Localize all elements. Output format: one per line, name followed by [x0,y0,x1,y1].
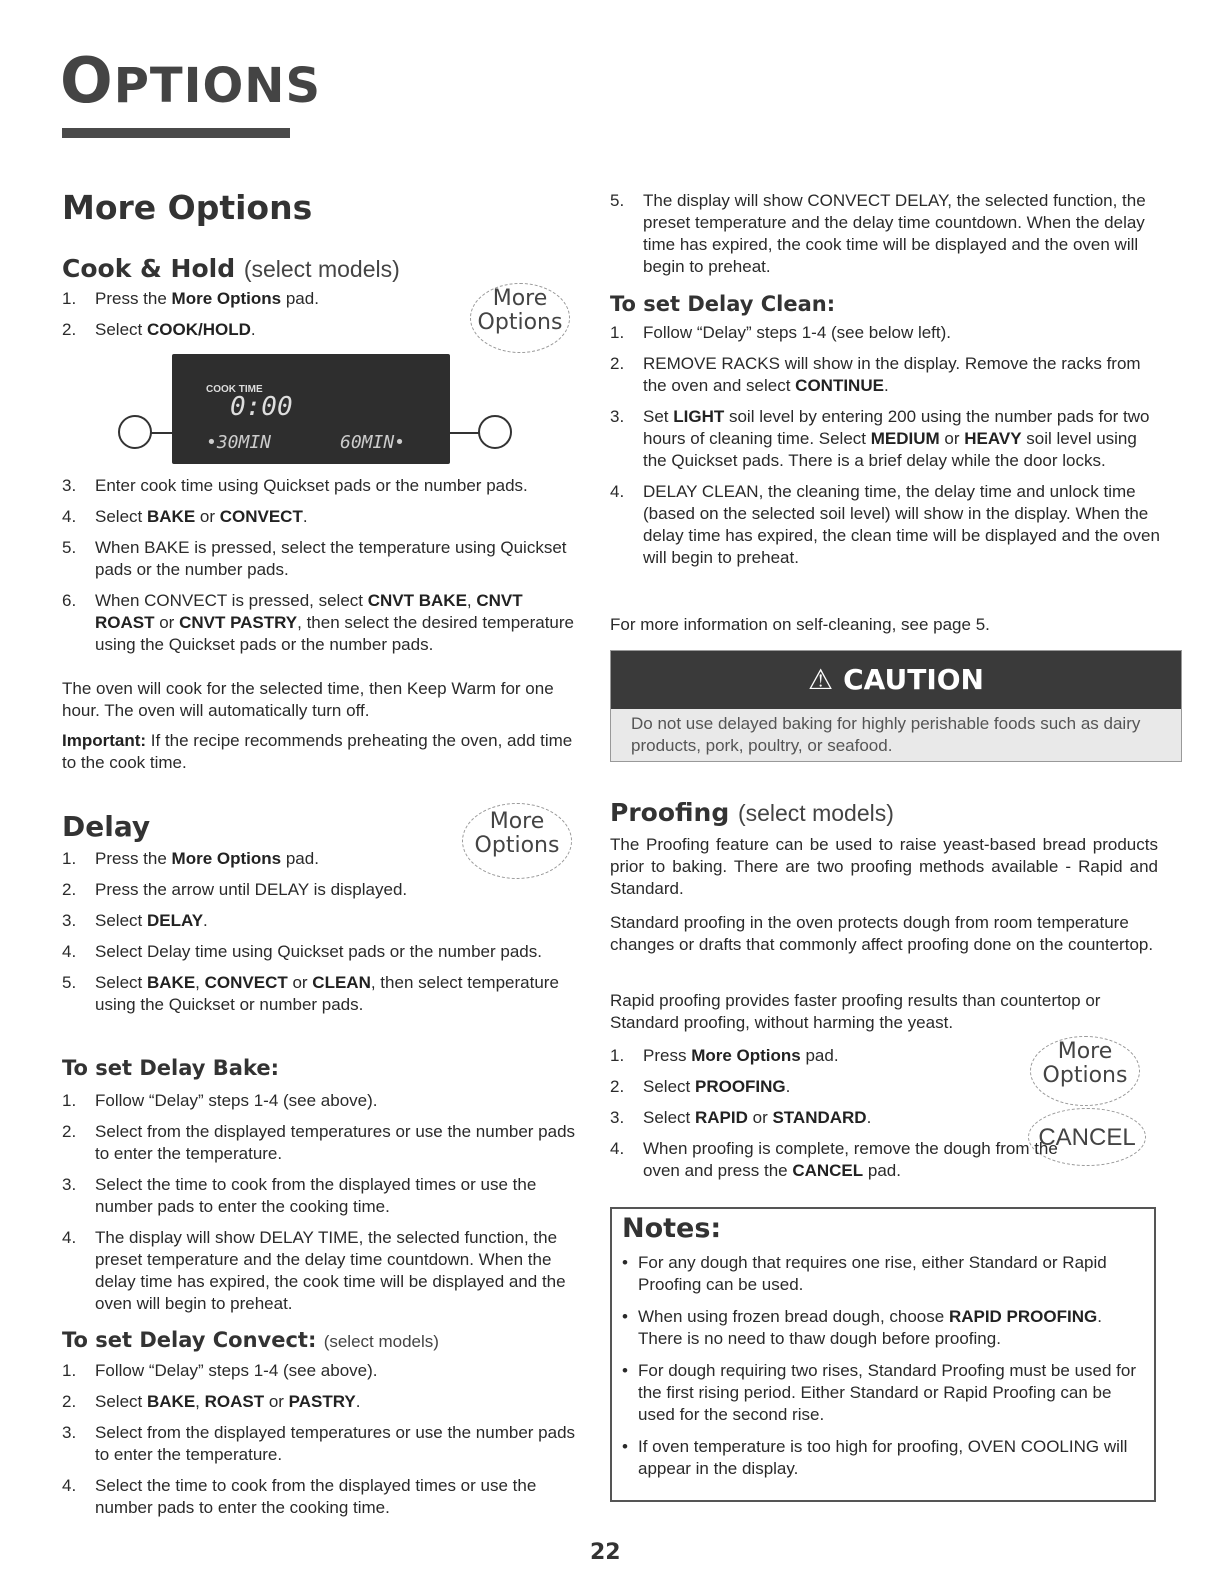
notes-list [622,1252,1146,1480]
notes-box [610,1207,1156,1502]
header-rule [62,128,290,138]
cook-hold-paragraph: The oven will cook for the selected time, then Keep Warm for one hour. The oven will automatically turn off. [62,679,554,720]
notes-title: Notes: [622,1213,722,1244]
delay-clean-heading: To set Delay Clean: [610,292,836,316]
list-item: 2. Press the arrow until DELAY is displayed. [62,880,408,899]
important-text: If the recipe recommends preheating the oven, add time to the cook time. [62,731,573,772]
list-item: 1. Follow “Delay” steps 1-4 (see above). [62,1091,378,1110]
pad-label-line1: More [492,286,548,311]
list-item: 2. Select BAKE, ROAST or PASTRY. [62,1392,361,1411]
list-item: 5. The display will show CONVECT DELAY, the selected function, the preset temperature and the delay time countdown. When the delay time has expired, the cook time will be displayed and the oven will begin to preheat. [610,191,1146,276]
list-item: • If oven temperature is too high for proofing, OVEN COOLING will appear in the display. [622,1437,1128,1478]
bullet-icon: • [622,1361,628,1380]
proofing-heading [610,798,894,827]
display-cook-time-label: COOK TIME [206,384,263,395]
list-item: 2. Select COOK/HOLD. [62,320,256,339]
list-item: 3. Select DELAY. [62,911,208,930]
warning-triangle-icon: ⚠ [808,663,834,696]
display-cook-time: 0:00 [230,392,293,422]
cook-hold-title: Cook & Hold [62,254,236,283]
caution-box [610,650,1182,762]
more-options-heading: More Options [62,188,313,227]
list-item: 2. REMOVE RACKS will show in the display. Remove the racks from the oven and select CONTINUE. [610,354,1141,395]
delay-convect-title: To set Delay Convect: [62,1328,317,1352]
important-label: Important: [62,731,147,750]
list-item: 5. When BAKE is pressed, select the temperature using Quickset pads or the number pads. [62,538,567,579]
list-item: 4. DELAY CLEAN, the cleaning time, the delay time and unlock time (based on the selected soil level) will show in the display. When the delay time has expired, the clean time will be displayed and the oven will begin to preheat. [610,482,1160,567]
list-item: 6. When CONVECT is pressed, select CNVT BAKE, CNVT ROAST or CNVT PASTRY, then select the desired temperature using the Quickset pads or the number pads. [62,591,575,654]
proofing-steps [610,1045,1070,1191]
cook-hold-steps-a [62,288,462,350]
list-item: 1. Press More Options pad. [610,1046,839,1065]
pad-label-line1: More [489,809,545,834]
cook-hold-subtitle: (select models) [243,256,400,282]
list-item: 2. Select PROOFING. [610,1077,791,1096]
delay-convect-heading [62,1328,439,1352]
list-item: 1. Press the More Options pad. [62,289,319,308]
list-item: 4. Select the time to cook from the displayed times or use the number pads to enter the cooking time. [62,1476,537,1517]
list-item: 1. Press the More Options pad. [62,849,319,868]
delay-convect-steps [62,1360,577,1528]
list-item: 3. Enter cook time using Quickset pads or the number pads. [62,476,528,495]
list-item: 4. The display will show DELAY TIME, the selected function, the preset temperature and the delay time countdown. When the delay time has expired, the cook time will be displayed and the oven will begin to preheat. [62,1228,566,1313]
list-item: 5. Select BAKE, CONVECT or CLEAN, then select temperature using the Quickset or number pads. [62,973,559,1014]
caution-text: Do not use delayed baking for highly perishable foods such as dairy products, pork, poultry, or seafood. [611,709,1181,761]
cancel-pad-icon: CANCEL [1028,1108,1146,1166]
delay-convect-step5 [610,190,1165,287]
delay-convect-subtitle: (select models) [323,1332,439,1351]
cook-hold-steps-b [62,475,582,665]
proofing-standard-description: Standard proofing in the oven protects dough from room temperature changes or drafts that commonly affect proofing done on the countertop. [610,913,1154,954]
right-knob-icon [478,415,512,449]
caution-label: CAUTION [843,663,984,696]
cook-hold-heading [62,254,400,283]
display-right-option: 60MIN• [340,432,406,453]
list-item: 3. Set LIGHT soil level by entering 200 using the number pads for two hours of cleaning time. Select MEDIUM or HEAVY soil level using the Quickset pads. There is a brief delay while the door locks. [610,407,1150,470]
list-item: 3. Select RAPID or STANDARD. [610,1108,872,1127]
delay-bake-steps [62,1090,577,1324]
caution-header [611,651,1181,709]
list-item: 4. When proofing is complete, remove the dough from the oven and press the CANCEL pad. [610,1139,1058,1180]
bullet-icon: • [622,1253,628,1272]
left-knob-icon [118,415,152,449]
bullet-icon: • [622,1437,628,1456]
list-item: 1. Follow “Delay” steps 1-4 (see above). [62,1361,378,1380]
list-item: • For dough requiring two rises, Standard Proofing must be used for the first rising period. Either Standard or Rapid Proofing can be used for the second rise. [622,1361,1136,1424]
self-clean-reference: For more information on self-cleaning, see page 5. [610,615,990,634]
knob-connector [450,432,480,434]
knob-connector [150,432,174,434]
oven-display-illustration [172,354,450,464]
pad-label-line2: Options [477,310,563,335]
list-item: 4. Select BAKE or CONVECT. [62,507,308,526]
list-item: 2. Select from the displayed temperatures or use the number pads to enter the temperature. [62,1122,576,1163]
page-title-initial: O [60,44,114,117]
page-title-rest: PTIONS [113,58,322,114]
pad-label-line1: More [1057,1039,1113,1064]
list-item: 3. Select from the displayed temperatures or use the number pads to enter the temperature. [62,1423,576,1464]
proofing-rapid-description: Rapid proofing provides faster proofing results than countertop or Standard proofing, without harming the yeast. [610,991,1101,1032]
proofing-subtitle: (select models) [737,800,894,826]
bullet-icon: • [622,1307,628,1326]
page-title [60,44,322,117]
proofing-title: Proofing [610,798,730,827]
delay-steps [62,848,562,1025]
list-item: 1. Follow “Delay” steps 1-4 (see below left). [610,323,952,342]
list-item: 4. Select Delay time using Quickset pads or the number pads. [62,942,542,961]
more-options-pad-icon [470,283,570,353]
list-item: • For any dough that requires one rise, either Standard or Rapid Proofing can be used. [622,1253,1107,1294]
pad-label-line2: Options [474,833,560,858]
delay-heading: Delay [62,810,151,843]
list-item: 3. Select the time to cook from the displayed times or use the number pads to enter the cooking time. [62,1175,537,1216]
proofing-intro: The Proofing feature can be used to raise yeast-based bread products prior to baking. There are two proofing methods available - Rapid and Standard. [610,835,1158,898]
delay-clean-steps [610,322,1165,578]
delay-bake-heading: To set Delay Bake: [62,1056,279,1080]
page-number: 22 [590,1540,621,1565]
list-item: • When using frozen bread dough, choose RAPID PROOFING. There is no need to thaw dough before proofing. [622,1307,1102,1348]
display-left-option: •30MIN [206,432,272,453]
important-note [62,730,587,774]
pad-label-line2: Options [1042,1063,1128,1088]
